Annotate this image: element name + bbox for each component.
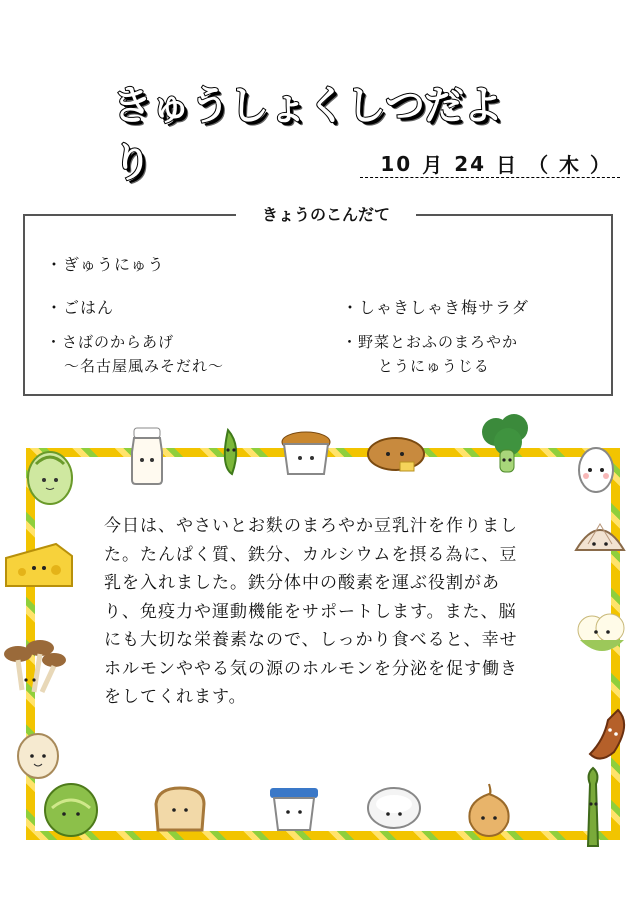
okra-icon	[208, 426, 248, 478]
rice-bowl-icon	[364, 784, 424, 836]
menu-item-milk: ・ぎゅうにゅう	[46, 255, 165, 274]
menu-item-salad: ・しゃきしゃき梅サラダ	[342, 298, 529, 317]
broccoli-icon	[478, 412, 536, 476]
toast-icon	[150, 784, 212, 836]
message-text: 今日は、やさいとお麩のまろやか豆乳汁を作りました。たんぱく質、鉄分、カルシウムを摂る為に、豆乳を入れました。鉄分体中の酸素を運ぶ役割があり、免疫力や運動機能をサポートします。また、脳にも大切な栄養素なので、しっかり食べると、幸せホルモンややる気の源のホルモンを分泌を促す働きをしてくれます。	[104, 516, 518, 707]
date-day-unit: 日	[496, 153, 519, 177]
onion-icon	[462, 780, 516, 840]
sausage-icon	[580, 704, 634, 764]
cheese-icon	[2, 538, 76, 594]
date-month: 10	[380, 151, 413, 176]
asparagus-icon	[578, 764, 608, 850]
potato-icon	[12, 728, 64, 782]
date-line	[360, 150, 620, 178]
date-month-unit: 月	[422, 153, 445, 177]
menu-item-soup-cont: とうにゅうじる	[378, 357, 490, 375]
menu-item-soup: ・野菜とおふのまろやか	[342, 333, 519, 351]
menu-item-mackerel: ・さばのからあげ	[46, 333, 175, 351]
cauliflower-icon	[572, 606, 632, 662]
menu-heading: きょうのこんだて	[236, 204, 416, 226]
bread-icon	[364, 432, 428, 476]
menu-item-mackerel-sauce: 〜名古屋風みそだれ〜	[64, 357, 225, 375]
milk-bottle-icon	[124, 422, 170, 486]
mushroom-icon	[0, 636, 70, 702]
menu-item-rice: ・ごはん	[46, 298, 115, 317]
natto-icon	[278, 428, 334, 480]
cabbage-icon	[22, 446, 78, 506]
yogurt-icon	[266, 784, 322, 836]
lettuce-icon	[38, 778, 104, 840]
egg-icon	[574, 440, 618, 496]
date-day: 24	[454, 151, 487, 176]
date-weekday: （ 木 ）	[528, 153, 612, 177]
clam-icon	[572, 514, 628, 564]
page-title: きゅうしょくしつだより	[112, 83, 502, 186]
